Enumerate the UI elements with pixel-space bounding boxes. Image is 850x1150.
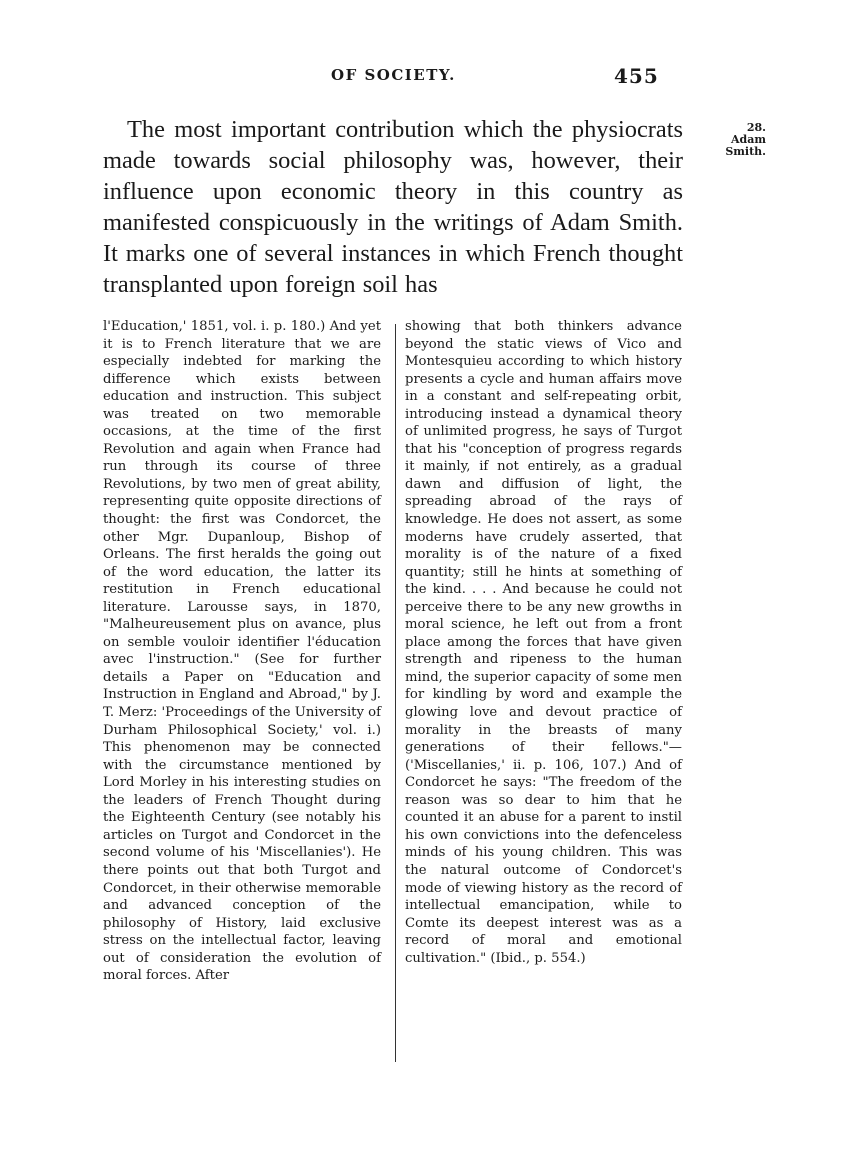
footnote-right-column: showing that both thinkers advance beyond the static views of Vico and Montesquieu according to which history presents a cycle and human affairs move in a constant and self-repeating orbit, introducing instead a dynamical theory of unlimited progress, he says of Turgot that his "conception of progress regards it mainly, if not entirely, as a gradual dawn and diffusion of light, the spreading abroad of the rays of knowledge. He does not assert, as some moderns have crudely asserted, that morality is of the nature of a fixed quantity; still he hints at something of the kind. . . . And because he could not perceive there to be any new growths in moral science, he left out from a front place among the forces that have given strength and ripeness to the human mind, the superior capacity of some men for kindling by word and example the glowing love and devout practice of morality in the breasts of many generations of their fellows."—('Miscellanies,' ii. p. 106, 107.) And of Condorcet he says: "The freedom of the reason was so dear to him that he counted it an abuse for a parent to instil his own convictions into the defenceless minds of his young children. This was the natural outcome of Condorcet's mode of viewing history as the record of intellectual emancipation, while to Comte its deepest interest was as a record of moral and emotional cultivation." (Ibid., p. 554.) xyxy=(405,319,682,966)
body-paragraph: The most important contribution which the physiocrats made towards social philosophy was, however, their influence upon economic theory in this country as manifested conspicuously in the writings of Adam Smith. It marks one of several instances in which French thought transplanted upon foreign soil has xyxy=(103,116,683,298)
footnote-left-column: l'Education,' 1851, vol. i. p. 180.) And yet it is to French literature that we are especially indebted for marking the difference which exists between education and instruction. This subject was treated on two memorable occasions, at the time of the first Revolution and again when France had run through its course of three Revolutions, by two men of great ability, representing quite opposite directions of thought: the first was Condorcet, the other Mgr. Dupanloup, Bishop of Orleans. The first heralds the going out of the word education, the latter its restitution in French educational literature. Larousse says, in 1870, "Malheureusement plus on avance, plus on semble vouloir identifier l'éducation avec l'instruction." (See for further details a Paper on "Education and Instruction in England and Abroad," by J. T. Merz: 'Proceedings of the University of Durham Philosophical Society,' vol. i.) This phenomenon may be connected with the circumstance mentioned by Lord Morley in his interesting studies on the leaders of French Thought during the Eighteenth Century (see notably his articles on Turgot and Condorcet in the second volume of his 'Miscellanies'). He there points out that both Turgot and Condorcet, in their otherwise memorable and advanced conception of the philosophy of History, laid exclusive stress on the intellectual factor, leaving out of consideration the evolution of moral forces. After xyxy=(103,319,381,984)
margin-note-number: 28. xyxy=(746,121,766,134)
margin-note-line1: Adam xyxy=(731,133,766,146)
page-number: 455 xyxy=(614,64,659,88)
column-divider xyxy=(395,324,396,1062)
running-title: OF SOCIETY. xyxy=(331,66,456,84)
margin-note xyxy=(680,122,766,158)
margin-note-line2: Smith. xyxy=(725,145,766,158)
